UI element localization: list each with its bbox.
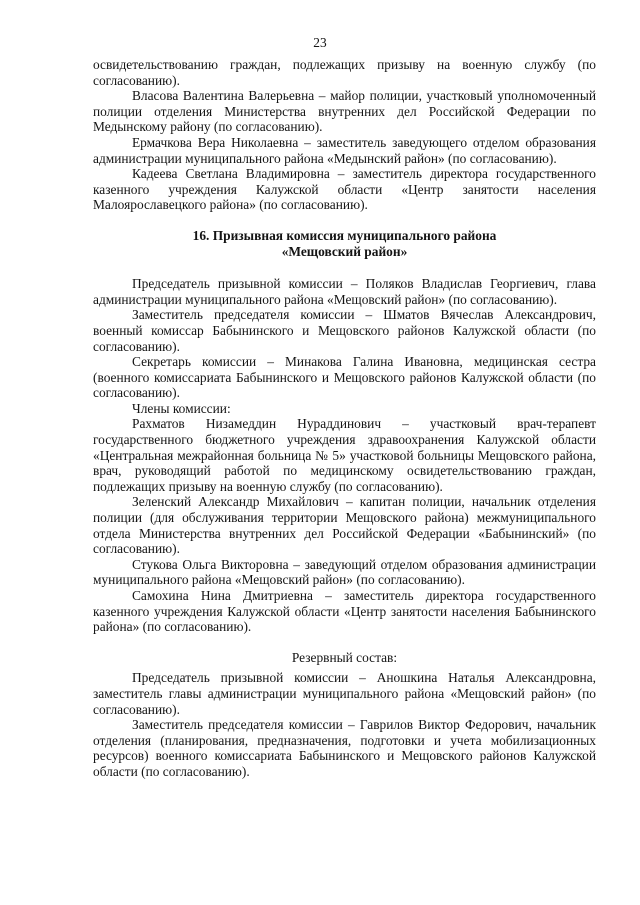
paragraph-zelensky: Зеленский Александр Михайлович – капитан полиции, начальник отделения полиции (для обслуживания территории Мещовского района) межмуниципального отдела Министерства внутренних дел Российской Федерации «Бабынинский» (по согласованию). (93, 494, 596, 557)
paragraph-secretary: Секретарь комиссии – Минакова Галина Ивановна, медицинская сестра (военного комиссариата Бабынинского и Мещовского районов Калужской области (по согласованию). (93, 354, 596, 401)
paragraph-kadeeva: Кадеева Светлана Владимировна – заместитель директора государственного казенного учреждения Калужской области «Центр занятости населения Малоярославецкого района» (по согласованию). (93, 166, 596, 213)
paragraph-reserve-chairman: Председатель призывной комиссии – Аношкина Наталья Александровна, заместитель главы администрации муниципального района «Мещовский район» (по согласованию). (93, 670, 596, 717)
paragraph-continuation: освидетельствованию граждан, подлежащих призыву на военную службу (по согласованию). (93, 57, 596, 88)
page-content (93, 57, 596, 780)
page-number: 23 (313, 35, 327, 50)
paragraph-ermachkova: Ермачкова Вера Николаевна – заместитель заведующего отделом образования администрации муниципального района «Медынский район» (по согласованию). (93, 134, 596, 166)
paragraph-deputy-chairman: Заместитель председателя комиссии – Шматов Вячеслав Александрович, военный комиссар Бабынинского и Мещовского районов Калужской области (по согласованию). (93, 307, 596, 354)
section-heading-line1: 16. Призывная комиссия муниципального района (192, 227, 497, 243)
paragraph-stukova: Стукова Ольга Викторовна – заведующий отделом образования администрации муниципального района «Мещовский район» (по согласованию). (93, 556, 596, 588)
reserve-heading: Резервный состав: (291, 649, 398, 665)
paragraph-reserve-deputy: Заместитель председателя комиссии – Гаврилов Виктор Федорович, начальник отделения (планирования, предназначения, подготовки и учета мобилизационных ресурсов) военного комиссариата Бабынинского и Мещовского районов Калужской области (по согласованию). (93, 717, 596, 779)
paragraph-rakhmatov: Рахматов Низамеддин Нураддинович – участковый врач-терапевт государственного бюджетного учреждения здравоохранения Калужской области «Центральная межрайонная больница № 5» участковой больницы Мещовского района, врач, руководящий работой по медицинскому освидетельствованию граждан, подлежащих призыву на военную службу (по согласованию). (93, 416, 596, 494)
paragraph-samokhina: Самохина Нина Дмитриевна – заместитель директора государственного казенного учреждения Калужской области «Центр занятости населения Бабынинского района» (по согласованию). (93, 588, 596, 635)
section-heading-line2: «Мещовский район» (281, 243, 408, 259)
paragraph-members-label: Члены комиссии: (132, 400, 231, 416)
paragraph-vlasova: Власова Валентина Валерьевна – майор полиции, участковый уполномоченный полиции отделения Министерства внутренних дел Российской Федерации по Медынскому району (по согласованию). (93, 88, 596, 135)
paragraph-chairman: Председатель призывной комиссии – Поляков Владислав Георгиевич, глава администрации муниципального района «Мещовский район» (по согласованию). (93, 276, 596, 307)
